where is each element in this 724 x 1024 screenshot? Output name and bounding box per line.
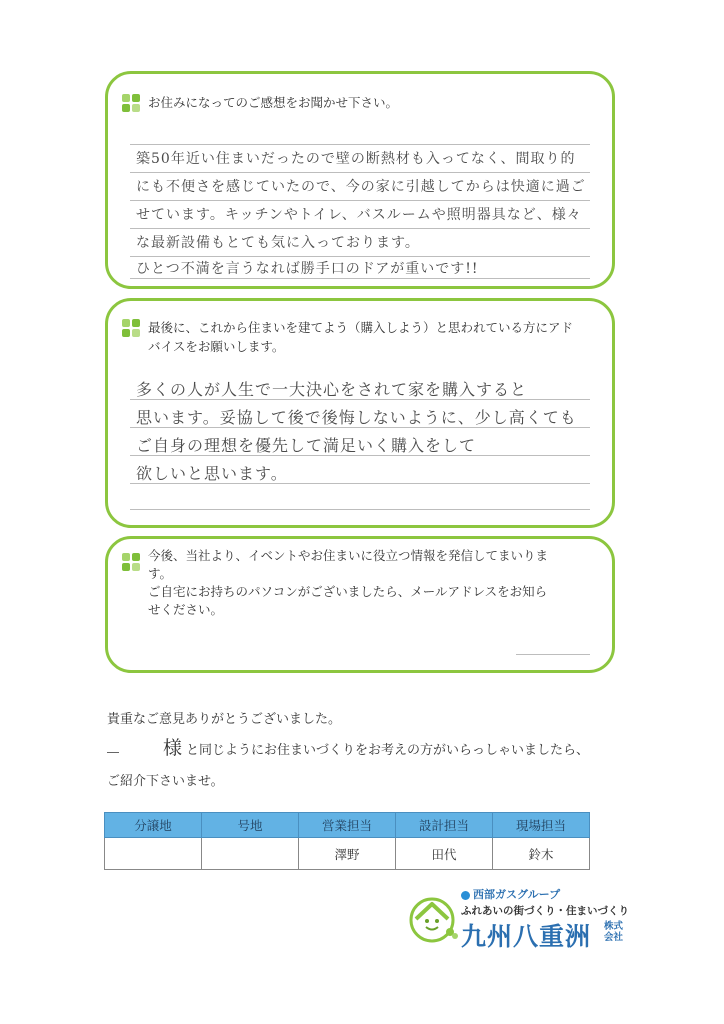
cell-design-rep: 田代 [396,838,493,870]
customer-honorific: 様 [163,737,183,759]
house-mascot-icon [406,892,458,944]
cell-sales-rep: 澤野 [299,838,396,870]
brand-slogan: ふれあいの街づくり・住まいづくり [461,905,629,917]
gas-group-icon [461,891,470,900]
impressions-prompt: お住みになってのご感想をお聞かせ下さい。 [148,95,399,110]
cell-lot-area [105,838,202,870]
referral-line: と同じようにお住まいづくりをお考えの方がいらっしゃいましたら、 [186,743,590,758]
company-logo [406,886,630,951]
writing-rule [130,200,590,201]
handwritten-answer-line: 思います。妥協して後で後悔しないように、少し高くても [136,408,577,427]
cell-site-rep: 鈴木 [493,838,590,870]
advice-prompt [148,318,592,356]
writing-rule [130,144,590,145]
referral-line-2: ご紹介下さいませ。 [107,774,224,789]
newsletter-card [105,536,615,673]
writing-rule [130,228,590,229]
newsletter-prompt-line: せください。 [148,602,224,617]
handwritten-answer-line: 築50年近い住まいだったので壁の断熱材も入ってなく、間取り的 [136,151,576,167]
clover-icon [122,94,140,112]
advice-prompt-line: 最後に、これから住まいを建てよう（購入しよう）と思われている方にアド [148,320,574,335]
handwritten-answer-line: ご自身の理想を優先して満足いく購入をして [136,436,477,455]
brand-name: 九州八重洲 [461,922,592,951]
newsletter-prompt-line: す。 [148,566,173,581]
header-design-rep: 設計担当 [396,813,493,838]
handwritten-answer-line: 欲しいと思います。 [136,464,288,483]
writing-rule [130,278,590,279]
clover-icon [122,319,140,337]
brand-group: 西部ガスグループ [461,886,560,902]
header-sales-rep: 営業担当 [299,813,396,838]
advice-prompt-line: バイスをお願いします。 [148,339,285,354]
handwritten-answer-line: 多くの人が人生で一大決心をされて家を購入すると [136,380,528,399]
advice-card [105,298,615,528]
customer-name-blank [107,752,119,753]
writing-rule [130,172,590,173]
staff-table-row [105,838,590,870]
staff-table-header-row [105,813,590,838]
cell-lot-number [202,838,299,870]
writing-rule [130,509,590,510]
header-site-rep: 現場担当 [493,813,590,838]
handwritten-answer-line: せています。キッチンやトイレ、バスルームや照明器具など、様々 [136,207,582,223]
impressions-card [105,71,615,289]
handwritten-answer-line: な最新設備もとても気に入っております。 [136,235,420,251]
staff-table [104,812,590,870]
newsletter-prompt-line: 今後、当社より、イベントやお住まいに役立つ情報を発信してまいりま [148,548,549,563]
handwritten-answer-line: にも不便さを感じていたので、今の家に引越してからは快適に過ご [136,179,586,195]
email-write-line [516,654,590,655]
brand-corp-label: 株式会社 [604,921,624,943]
writing-rule [130,256,590,257]
header-lot-area: 分譲地 [105,813,202,838]
newsletter-prompt [148,547,592,619]
newsletter-prompt-line: ご自宅にお持ちのパソコンがございましたら、メールアドレスをお知ら [148,584,548,599]
clover-icon [122,553,140,571]
thanks-message: 貴重なご意見ありがとうございました。 [107,712,342,727]
handwritten-answer-line: ひとつ不満を言うなれば勝手口のドアが重いです!! [136,261,479,277]
header-lot-number: 号地 [202,813,299,838]
